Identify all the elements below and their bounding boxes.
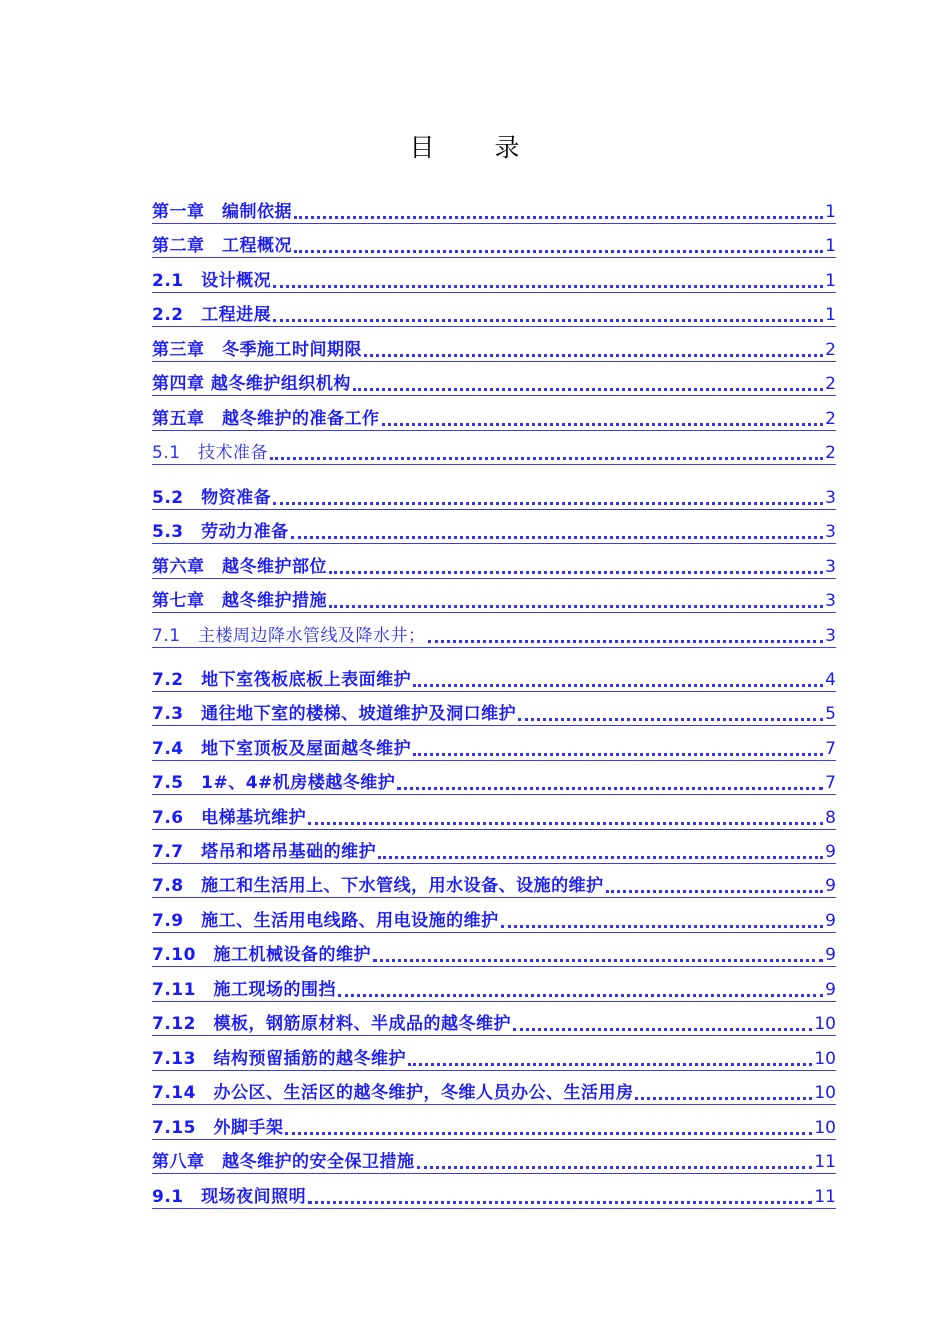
hyperlink-underline [152,966,836,967]
toc-entry-page-number: 9 [825,911,836,931]
hyperlink-underline [152,1208,836,1209]
toc-entry[interactable] [152,551,836,579]
toc-entry-page-number: 1 [825,305,836,325]
dot-leader [285,1132,812,1135]
toc-entry[interactable] [152,974,836,1002]
hyperlink-underline [152,897,836,898]
toc-entry-label: 第四章 越冬维护组织机构 [152,374,351,394]
toc-entry-page-number: 9 [825,842,836,862]
hyperlink-underline [152,932,836,933]
toc-entry-page-number: 9 [825,980,836,1000]
toc-entry-label: 第三章 冬季施工时间期限 [152,340,362,360]
dot-leader [501,925,824,928]
toc-entry[interactable] [152,1181,836,1209]
toc-entry-label: 5.2 物资准备 [152,488,272,508]
toc-title: 目 录 [409,133,546,162]
toc-entry-page-number: 8 [825,808,836,828]
hyperlink-underline [152,578,836,579]
toc-entry-page-number: 2 [825,374,836,394]
hyperlink-underline [152,1001,836,1002]
toc-entry[interactable] [152,482,836,510]
toc-entry[interactable] [152,368,836,396]
toc-entry-label: 7.8 施工和生活用上、下水管线，用水设备、设施的维护 [152,876,604,896]
dot-leader [270,457,823,460]
toc-entry-label: 7.7 塔吊和塔吊基础的维护 [152,842,377,862]
toc-entry-page-number: 9 [825,876,836,896]
toc-entry[interactable] [152,1112,836,1140]
toc-entry-page-number: 5 [825,704,836,724]
toc-entry[interactable] [152,230,836,258]
dot-leader [308,1201,812,1204]
dot-leader [273,285,823,288]
toc-entry[interactable] [152,733,836,761]
dot-leader [606,890,824,893]
toc-entry[interactable] [152,516,836,544]
toc-entry[interactable] [152,836,836,864]
toc-entry[interactable] [152,664,836,692]
toc-entry[interactable] [152,265,836,293]
toc-entry-label: 7.15 外脚手架 [152,1118,284,1138]
toc-entry-page-number: 11 [814,1187,836,1207]
toc-entry-label: 5.3 劳动力准备 [152,522,289,542]
toc-entry-label: 7.1 主楼周边降水管线及降水井； [152,626,426,646]
dot-leader [373,959,823,962]
toc-entry-page-number: 4 [825,670,836,690]
toc-entry-page-number: 10 [814,1118,836,1138]
hyperlink-underline [152,1070,836,1071]
dot-leader [417,1166,813,1169]
dot-leader [413,753,823,756]
hyperlink-underline [152,863,836,864]
toc-entry-page-number: 3 [825,522,836,542]
toc-entry-page-number: 10 [814,1014,836,1034]
toc-entry-page-number: 10 [814,1049,836,1069]
hyperlink-underline [152,326,836,327]
dot-leader [378,856,823,859]
toc-entry-label: 7.2 地下室筏板底板上表面维护 [152,670,412,690]
toc-entry-label: 7.9 施工、生活用电线路、用电设施的维护 [152,911,499,931]
toc-entry-label: 2.1 设计概况 [152,271,272,291]
hyperlink-underline [152,760,836,761]
toc-entry-label: 5.1 技术准备 [152,443,269,463]
hyperlink-underline [152,1173,836,1174]
dot-leader [353,388,823,391]
dot-leader [364,354,823,357]
dot-leader [382,423,824,426]
dot-leader [408,1063,812,1066]
hyperlink-underline [152,829,836,830]
toc-entry[interactable] [152,403,836,431]
hyperlink-underline [152,430,836,431]
toc-entry-page-number: 3 [825,591,836,611]
hyperlink-underline [152,223,836,224]
toc-entry[interactable] [152,585,836,613]
dot-leader [338,994,823,997]
dot-leader [329,605,823,608]
hyperlink-underline [152,395,836,396]
toc-entry-label: 第八章 越冬维护的安全保卫措施 [152,1152,415,1172]
dot-leader [294,216,823,219]
toc-entry[interactable] [152,620,836,648]
hyperlink-underline [152,361,836,362]
dot-leader [291,536,824,539]
hyperlink-underline [152,1139,836,1140]
hyperlink-underline [152,292,836,293]
toc-entry[interactable] [152,437,836,465]
toc-entry-label: 第二章 工程概况 [152,236,292,256]
toc-entry-page-number: 3 [825,557,836,577]
toc-entry[interactable] [152,1008,836,1036]
hyperlink-underline [152,1035,836,1036]
toc-entry-page-number: 3 [825,626,836,646]
toc-entry[interactable] [152,1077,836,1105]
toc-entry-label: 9.1 现场夜间照明 [152,1187,307,1207]
toc-entry[interactable] [152,1043,836,1071]
hyperlink-underline [152,464,836,465]
dot-leader [428,640,824,643]
toc-entry-label: 7.14 办公区、生活区的越冬维护，冬维人员办公、生活用房 [152,1083,634,1103]
hyperlink-underline [152,543,836,544]
dot-leader [513,1028,812,1031]
toc-entry-page-number: 9 [825,945,836,965]
toc-entry-label: 第五章 越冬维护的准备工作 [152,409,380,429]
dot-leader [413,684,823,687]
hyperlink-underline [152,725,836,726]
toc-entry[interactable] [152,196,836,224]
toc-entry-label: 第六章 越冬维护部位 [152,557,327,577]
toc-entry-page-number: 11 [814,1152,836,1172]
toc-entry-page-number: 1 [825,202,836,222]
dot-leader [308,822,823,825]
toc-entry-page-number: 1 [825,236,836,256]
dot-leader [397,787,823,790]
toc-entry[interactable] [152,299,836,327]
toc-entry-label: 7.6 电梯基坑维护 [152,808,307,828]
toc-entry[interactable] [152,1146,836,1174]
hyperlink-underline [152,691,836,692]
toc-entry[interactable] [152,870,836,898]
toc-entry-page-number: 3 [825,488,836,508]
toc-entry-label: 7.10 施工机械设备的维护 [152,945,371,965]
toc-entry-page-number: 10 [814,1083,836,1103]
toc-entry-label: 7.12 模板，钢筋原材料、半成品的越冬维护 [152,1014,511,1034]
toc-entry[interactable] [152,767,836,795]
toc-entry-label: 2.2 工程进展 [152,305,272,325]
toc-entry-label: 7.13 结构预留插筋的越冬维护 [152,1049,406,1069]
hyperlink-underline [152,257,836,258]
dot-leader [273,502,823,505]
toc-entry-page-number: 2 [825,409,836,429]
toc-entry-label: 第七章 越冬维护措施 [152,591,327,611]
toc-entry-label: 7.5 1#、4#机房楼越冬维护 [152,773,396,793]
toc-entry-label: 第一章 编制依据 [152,202,292,222]
toc-entry-page-number: 2 [825,443,836,463]
toc-entry-page-number: 7 [825,773,836,793]
dot-leader [273,319,823,322]
toc-entry[interactable] [152,802,836,830]
toc-entry-label: 7.4 地下室顶板及屋面越冬维护 [152,739,412,759]
hyperlink-underline [152,612,836,613]
hyperlink-underline [152,1104,836,1105]
hyperlink-underline [152,794,836,795]
hyperlink-underline [152,647,836,648]
dot-leader [294,250,823,253]
toc-entry[interactable] [152,334,836,362]
toc-entry-page-number: 2 [825,340,836,360]
toc-entry-page-number: 7 [825,739,836,759]
toc-entry[interactable] [152,698,836,726]
toc-entry[interactable] [152,939,836,967]
toc-entry[interactable] [152,905,836,933]
toc-entry-page-number: 1 [825,271,836,291]
toc-entry-label: 7.11 施工现场的围挡 [152,980,336,1000]
toc-entry-label: 7.3 通往地下室的楼梯、坡道维护及洞口维护 [152,704,517,724]
hyperlink-underline [152,509,836,510]
dot-leader [635,1097,812,1100]
dot-leader [329,571,823,574]
dot-leader [518,718,823,721]
